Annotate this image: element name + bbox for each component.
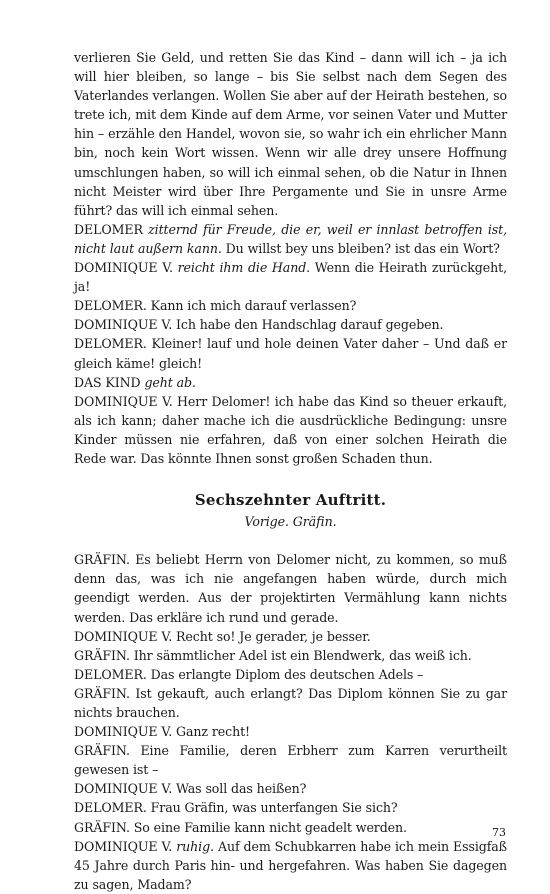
dialogue-paragraph: [74, 392, 507, 468]
stage-direction: geht ab.: [144, 374, 196, 390]
dialogue-paragraph: [74, 798, 507, 817]
dialogue-text: Wenn die Heirath zurückgeht, ja!: [74, 260, 507, 295]
page-body: [74, 48, 507, 894]
dialogue-text: DOMINIQUE V. Ganz recht!: [74, 724, 250, 740]
dialogue-text: Auf dem Schubkarren habe ich mein Essigfaß 45 Jahre durch Paris hin- und hergefahren. Was haben Sie dagegen zu sagen, Madam?: [74, 838, 507, 892]
dialogue-paragraph: [74, 296, 507, 315]
scene-heading: Sechszehnter Auftritt.: [194, 491, 387, 510]
dialogue-text: DOMINIQUE V.: [74, 260, 178, 276]
dialogue-text: DELOMER. Frau Gräfin, was unterfangen Sie sich?: [74, 800, 398, 816]
dialogue-paragraph: [74, 818, 507, 837]
dialogue-block-2: [74, 550, 507, 894]
stage-direction: reicht ihm die Hand.: [177, 260, 311, 276]
dialogue-text: DOMINIQUE V. Was soll das heißen?: [74, 781, 307, 797]
dialogue-paragraph: [74, 258, 507, 296]
stage-direction: ruhig.: [176, 838, 214, 854]
dialogue-text: DOMINIQUE V. Ich habe den Handschlag darauf gegeben.: [74, 317, 444, 333]
dialogue-text: Du willst bey uns bleiben? ist das ein Wort?: [221, 240, 500, 256]
dialogue-paragraph: [74, 373, 507, 392]
dialogue-paragraph: [74, 627, 507, 646]
dialogue-paragraph: [74, 741, 507, 779]
dialogue-block-1: [74, 48, 507, 468]
dialogue-text: GRÄFIN. Eine Familie, deren Erbherr zum Karren verurtheilt gewesen ist –: [74, 743, 507, 778]
dialogue-paragraph: [74, 646, 507, 665]
stage-direction: zitternd für Freude, die er, weil er innlast betroffen ist, nicht laut außern kann.: [74, 221, 507, 256]
dialogue-paragraph: [74, 779, 507, 798]
dialogue-text: GRÄFIN. Es beliebt Herrn von Delomer nicht, zu kommen, so muß denn das, was ich nie angefangen haben würde, durch mich geendigt werden. Aus der projektirten Vermählung kann nichts werden. Das erkläre ich rund und gerade.: [74, 552, 507, 625]
dialogue-text: verlieren Sie Geld, und retten Sie das Kind – dann will ich – ja ich will hier bleiben, so lange – bis Sie selbst nach dem Segen des Vaterlandes verlangen. Wollen Sie aber auf der Heirath bestehen, so trete ich, mit dem Kinde auf dem Arme, vor seinen Vater und Mutter hin – erzähle den Handel, wovon sie, so wahr ich ein ehrlicher Mann bin, noch kein Wort wissen. Wenn wir alle drey unsere Hoffnung umschlungen haben, so will ich einmal sehen, ob die Natur in Ihnen nicht Meister wird über Ihre Pergamente und Sie in unsre Arme führt? das will ich einmal sehen.: [74, 50, 507, 218]
dialogue-paragraph: [74, 684, 507, 722]
dialogue-text: GRÄFIN. Ihr sämmtlicher Adel ist ein Blendwerk, das weiß ich.: [74, 647, 472, 663]
dialogue-text: DOMINIQUE V.: [74, 838, 177, 854]
dialogue-paragraph: [74, 315, 507, 334]
dialogue-text: DAS KIND: [74, 374, 145, 390]
dialogue-text: DOMINIQUE V. Recht so! Je gerader, je besser.: [74, 628, 371, 644]
dialogue-paragraph: [74, 48, 507, 220]
dialogue-paragraph: [74, 722, 507, 741]
dialogue-paragraph: [74, 837, 507, 894]
page-number: 73: [492, 826, 506, 839]
dialogue-text: DOMINIQUE V. Herr Delomer! ich habe das Kind so theuer erkauft, als ich kann; daher mache ich die ausdrückliche Bedingung: unsre Kinder müssen nie erfahren, daß von einer solchen Heirath die Rede war. Das könnte Ihnen sonst großen Schaden thun.: [74, 393, 507, 466]
dialogue-paragraph: [74, 220, 507, 258]
dialogue-paragraph: [74, 665, 507, 684]
dialogue-text: DELOMER. Kleiner! lauf und hole deinen Vater daher – Und daß er gleich käme! gleich!: [74, 336, 507, 371]
dialogue-text: GRÄFIN. So eine Familie kann nicht geadelt werden.: [74, 819, 407, 835]
scene-characters: Vorige. Gräfin.: [244, 514, 337, 530]
dialogue-paragraph: [74, 550, 507, 626]
dialogue-text: GRÄFIN. Ist gekauft, auch erlangt? Das Diplom können Sie zu gar nichts brauchen.: [74, 685, 507, 720]
dialogue-text: DELOMER: [74, 221, 149, 237]
dialogue-text: DELOMER. Das erlangte Diplom des deutschen Adels –: [74, 666, 424, 682]
dialogue-paragraph: [74, 334, 507, 372]
dialogue-text: DELOMER. Kann ich mich darauf verlassen?: [74, 298, 357, 314]
